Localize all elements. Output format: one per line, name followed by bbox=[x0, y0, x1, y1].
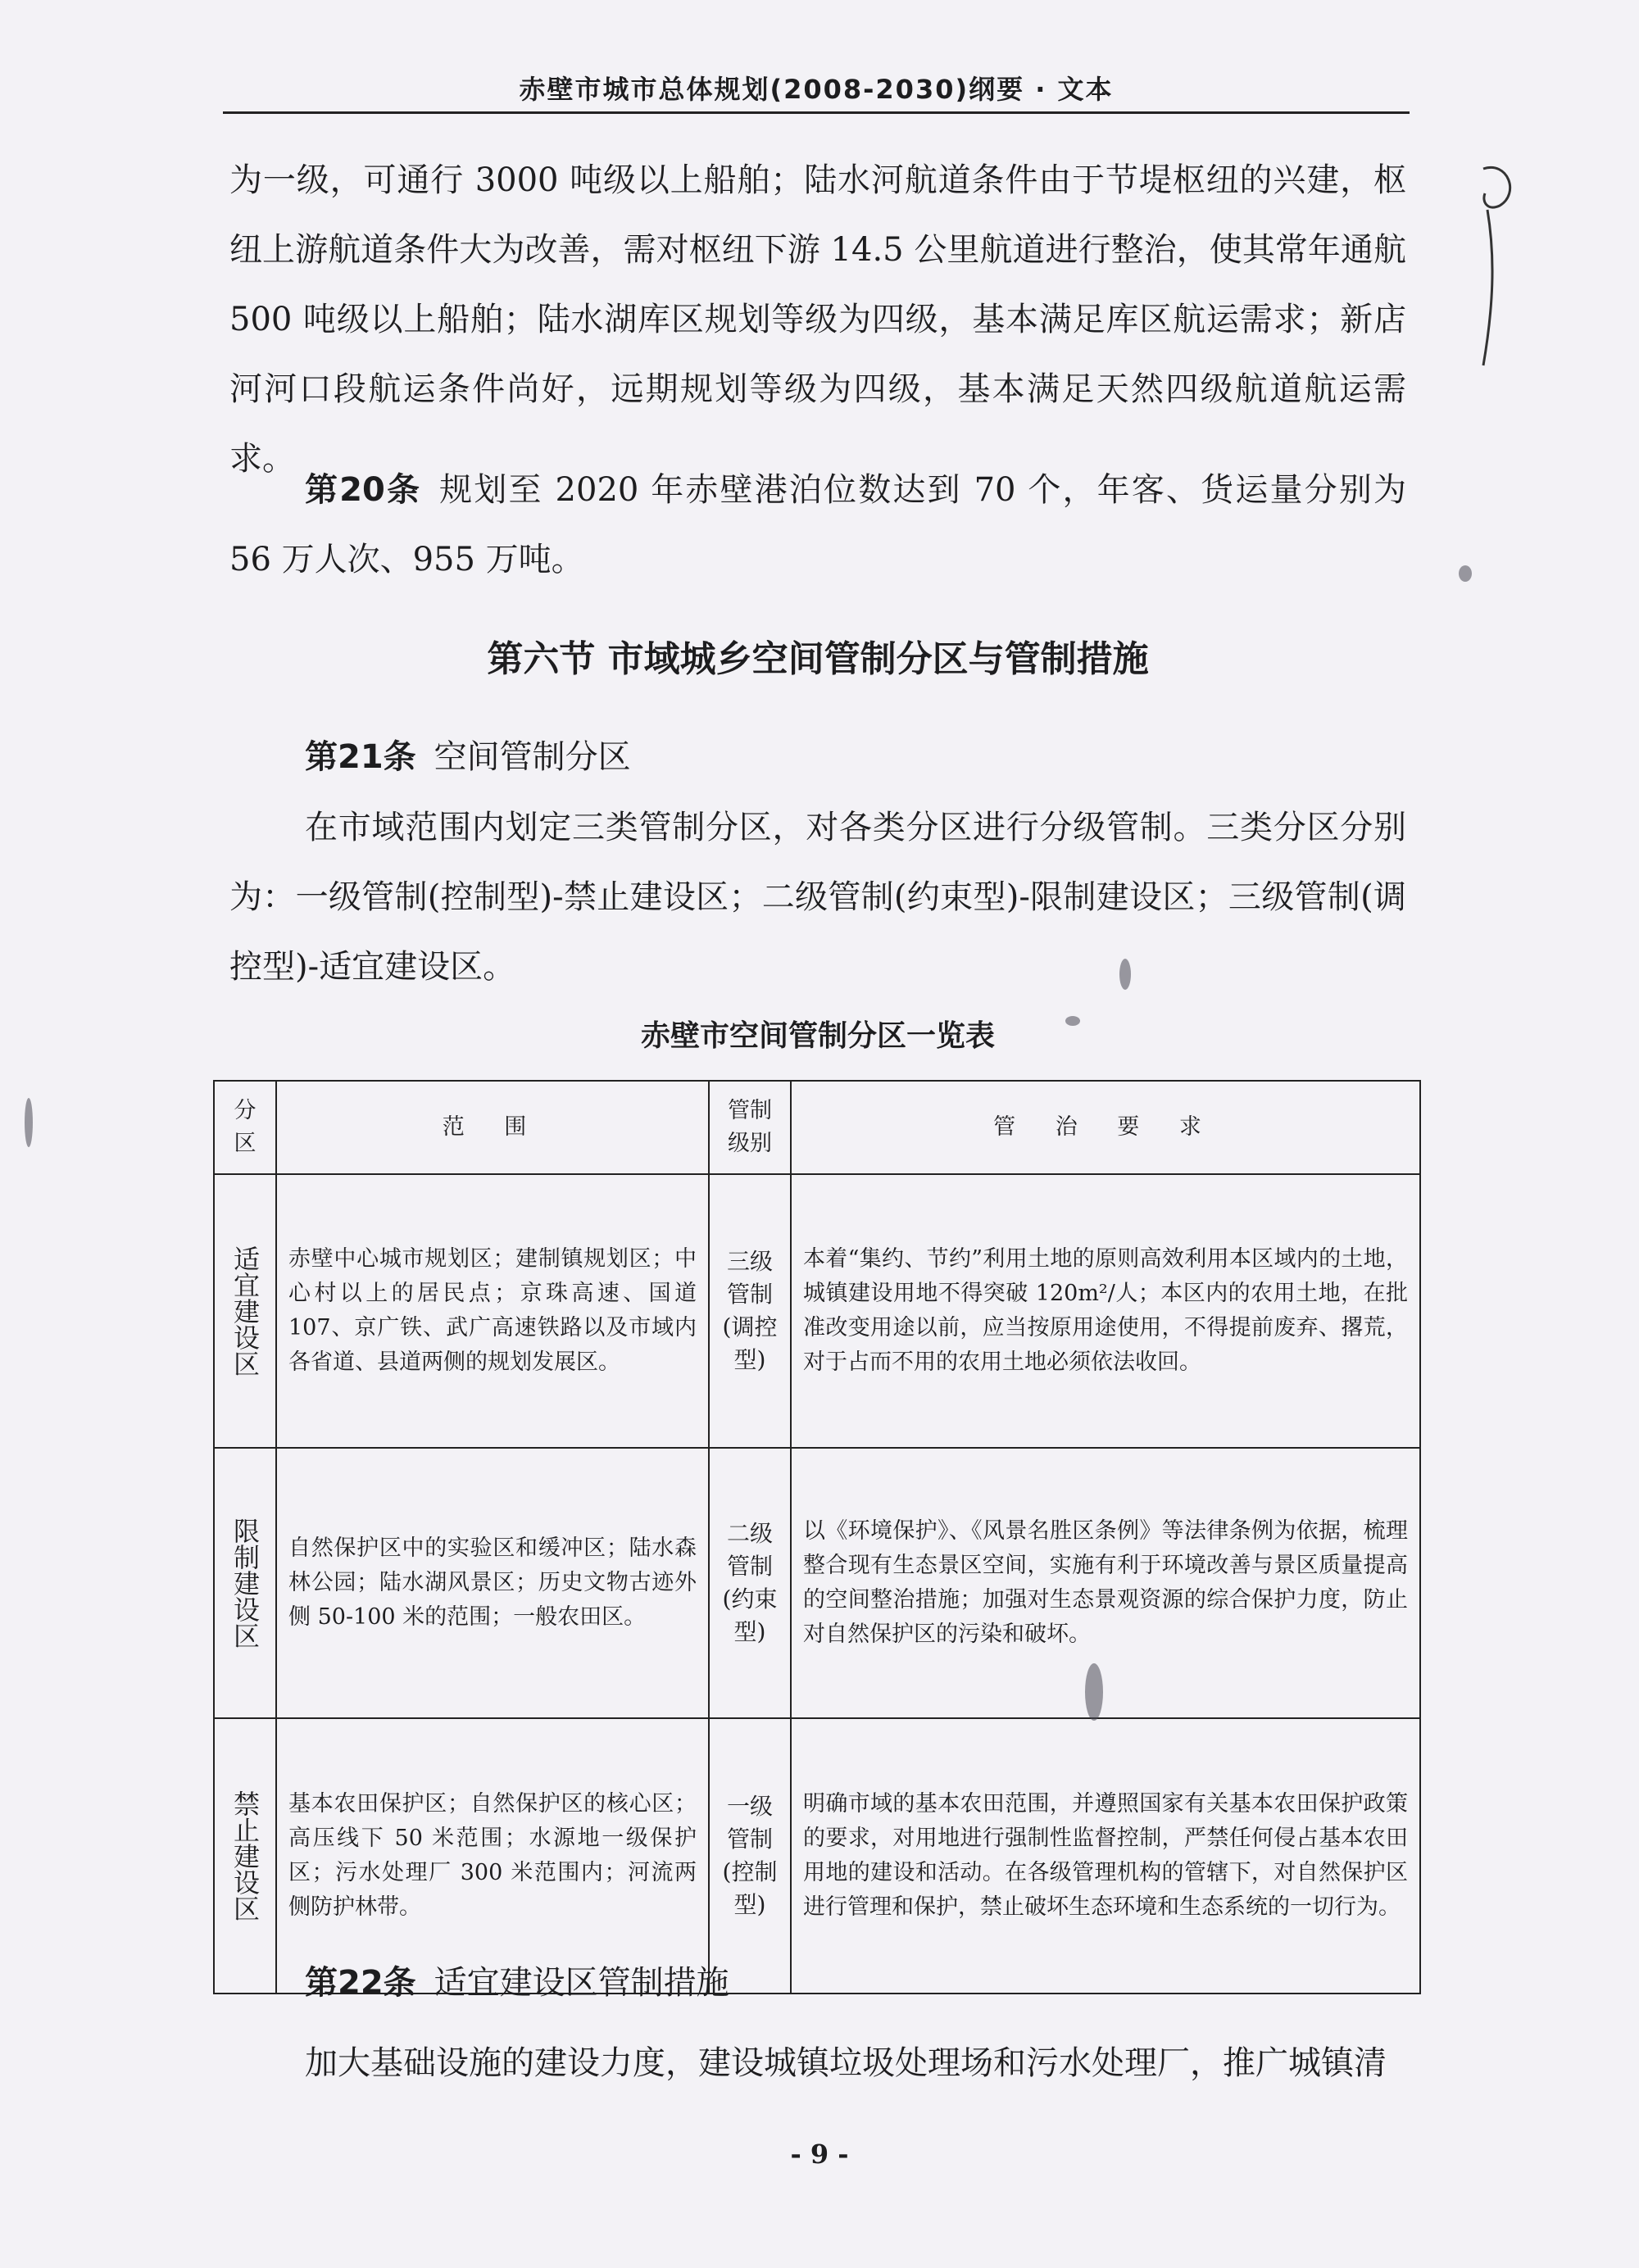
table-row bbox=[214, 1718, 1420, 1994]
zoning-table bbox=[213, 1080, 1421, 1994]
table-row bbox=[214, 1448, 1420, 1718]
table-row bbox=[214, 1174, 1420, 1448]
handwritten-mark bbox=[1451, 161, 1524, 374]
range-cell: 基本农田保护区；自然保护区的核心区；高压线下 50 米范围；水源地一级保护区；污水处理厂 300 米范围内；河流两侧防护林带。 bbox=[276, 1718, 709, 1994]
article-21-number: 第21条 bbox=[305, 738, 416, 776]
scan-speck bbox=[1085, 1663, 1103, 1721]
zone-cell: 适宜建设区 bbox=[214, 1174, 276, 1448]
range-cell: 自然保护区中的实验区和缓冲区；陆水森林公园；陆水湖风景区；历史文物古迹外侧 50-100 米的范围；一般农田区。 bbox=[276, 1448, 709, 1718]
scan-speck bbox=[1459, 565, 1472, 582]
article-22-text: 加大基础设施的建设力度，建设城镇垃圾处理场和污水处理厂，推广城镇清 bbox=[305, 2044, 1387, 2082]
range-cell: 赤壁中心城市规划区；建制镇规划区；中心村以上的居民点；京珠高速、国道 107、京广铁、武广高速铁路以及市域内各省道、县道两侧的规划发展区。 bbox=[276, 1174, 709, 1448]
paragraph-waterway: 为一级，可通行 3000 吨级以上船舶；陆水河航道条件由于节堤枢纽的兴建，枢纽上游航道条件大为改善，需对枢纽下游 14.5 公里航道进行整治，使其常年通航 500 吨级以上船舶；陆水湖库区规划等级为四级，基本满足库区航运需求；新店河河口段航运条件尚好，远期规划等级为四级，基本满足天然四级航道航运需求。 bbox=[229, 161, 1406, 478]
header-level: 管制级别 bbox=[709, 1081, 791, 1174]
running-header: 赤壁市城市总体规划(2008-2030)纲要 · 文本 bbox=[519, 74, 1114, 105]
scan-speck bbox=[1119, 959, 1131, 990]
level-cell: 三级管制(调控型) bbox=[709, 1174, 791, 1448]
header-zone: 分区 bbox=[214, 1081, 276, 1174]
article-20-text: 规划至 2020 年赤壁港泊位数达到 70 个，年客、货运量分别为 56 万人次、955 万吨。 bbox=[229, 471, 1406, 578]
level-cell: 一级管制(控制型) bbox=[709, 1718, 791, 1994]
article-22-number: 第22条 bbox=[305, 1964, 416, 2002]
zone-cell: 限制建设区 bbox=[214, 1448, 276, 1718]
article-22-heading bbox=[305, 1957, 729, 2003]
page-number: - 9 - bbox=[790, 2139, 849, 2170]
zone-cell: 禁止建设区 bbox=[214, 1718, 276, 1994]
article-20 bbox=[229, 456, 1406, 595]
requirements-cell: 明确市域的基本农田范围，并遵照国家有关基本农田保护政策的要求，对用地进行强制性监督控制，严禁任何侵占基本农田用地的建设和活动。在各级管理机构的管辖下，对自然保护区进行管理和保护，禁止破坏生态环境和生态系统的一切行为。 bbox=[791, 1718, 1420, 1994]
article-21-text: 在市域范围内划定三类管制分区，对各类分区进行分级管制。三类分区分别为：一级管制(控制型)-禁止建设区；二级管制(约束型)-限制建设区；三级管制(调控型)-适宜建设区。 bbox=[229, 809, 1406, 986]
header-rule bbox=[223, 111, 1410, 114]
header-requirements: 管 治 要 求 bbox=[791, 1081, 1420, 1174]
article-21-title: 空间管制分区 bbox=[434, 738, 631, 776]
level-cell: 二级管制(约束型) bbox=[709, 1448, 791, 1718]
article-21-heading bbox=[305, 731, 631, 778]
table-header-row bbox=[214, 1081, 1420, 1174]
header-range: 范 围 bbox=[276, 1081, 709, 1174]
article-20-number: 第20条 bbox=[305, 471, 422, 509]
scan-speck bbox=[1065, 1016, 1080, 1026]
table-title: 赤壁市空间管制分区一览表 bbox=[640, 1019, 995, 1053]
requirements-cell: 本着“集约、节约”利用土地的原则高效利用本区域内的土地，城镇建设用地不得突破 120m²/人；本区内的农用土地，在批准改变用途以前，应当按原用途使用，不得提前废弃、撂荒，对于占而不用的农用土地必须依法收回。 bbox=[791, 1174, 1420, 1448]
requirements-cell: 以《环境保护》、《风景名胜区条例》等法律条例为依据，梳理整合现有生态景区空间，实施有利于环境改善与景区质量提高的空间整治措施；加强对生态景观资源的综合保护力度，防止对自然保护区的污染和破坏。 bbox=[791, 1448, 1420, 1718]
scan-speck bbox=[25, 1098, 33, 1147]
section-heading: 第六节 市域城乡空间管制分区与管制措施 bbox=[487, 638, 1149, 680]
article-22-title: 适宜建设区管制措施 bbox=[434, 1964, 729, 2002]
